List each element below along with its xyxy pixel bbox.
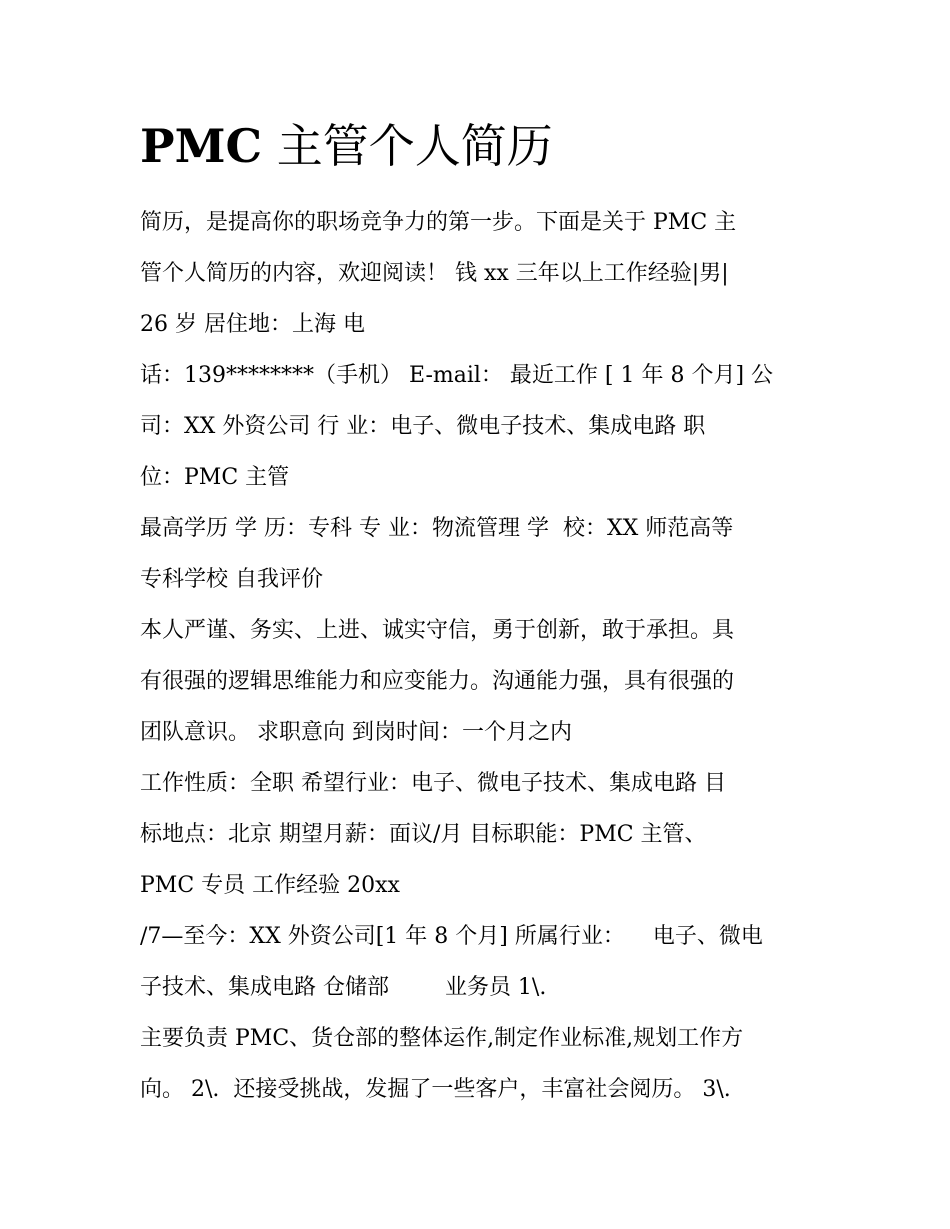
text-line: 主要负责 PMC、货仓部的整体运作,制定作业标准,规划工作方 — [140, 1026, 744, 1051]
text-line: 有很强的逻辑思维能力和应变能力。沟通能力强，具有很强的 — [140, 669, 735, 694]
text-line: 专科学校 自我评价 — [140, 567, 323, 592]
text-line: 子技术、集成电路 仓储部 业务员 1\. — [140, 975, 547, 1000]
text-line: 管个人简历的内容，欢迎阅读！ 钱 xx 三年以上工作经验|男| — [140, 261, 729, 286]
text-line: 本人严谨、务实、上进、诚实守信，勇于创新，敢于承担。具 — [140, 618, 735, 643]
page-title — [140, 112, 553, 180]
text-line: 位：PMC 主管 — [140, 465, 290, 490]
document-body — [140, 197, 820, 1115]
text-line: 最高学历 学 历：专科 专 业：物流管理 学 校：XX 师范高等 — [140, 516, 734, 541]
text-line: 工作性质：全职 希望行业：电子、微电子技术、集成电路 目 — [140, 771, 726, 796]
text-line: 团队意识。 求职意向 到岗时间：一个月之内 — [140, 720, 572, 745]
text-line: 简历，是提高你的职场竞争力的第一步。下面是关于 PMC 主 — [140, 210, 737, 235]
title-latin: PMC — [140, 119, 263, 173]
text-line: 话：139********（手机） E-mail： 最近工作 [ 1 年 8 个月] 公 — [140, 363, 774, 388]
text-line: 标地点：北京 期望月薪：面议/月 目标职能：PMC 主管、 — [140, 822, 707, 847]
text-line: /7—至今：XX 外资公司[1 年 8 个月] 所属行业： 电子、微电 — [140, 924, 763, 949]
text-line: PMC 专员 工作经验 20xx — [140, 873, 400, 898]
text-line: 26 岁 居住地：上海 电 — [140, 312, 365, 337]
text-line: 司：XX 外资公司 行 业：电子、微电子技术、集成电路 职 — [140, 414, 706, 439]
title-chinese: 主管个人简历 — [262, 119, 553, 173]
text-line: 向。 2\. 还接受挑战，发掘了一些客户，丰富社会阅历。 3\. — [140, 1077, 731, 1102]
